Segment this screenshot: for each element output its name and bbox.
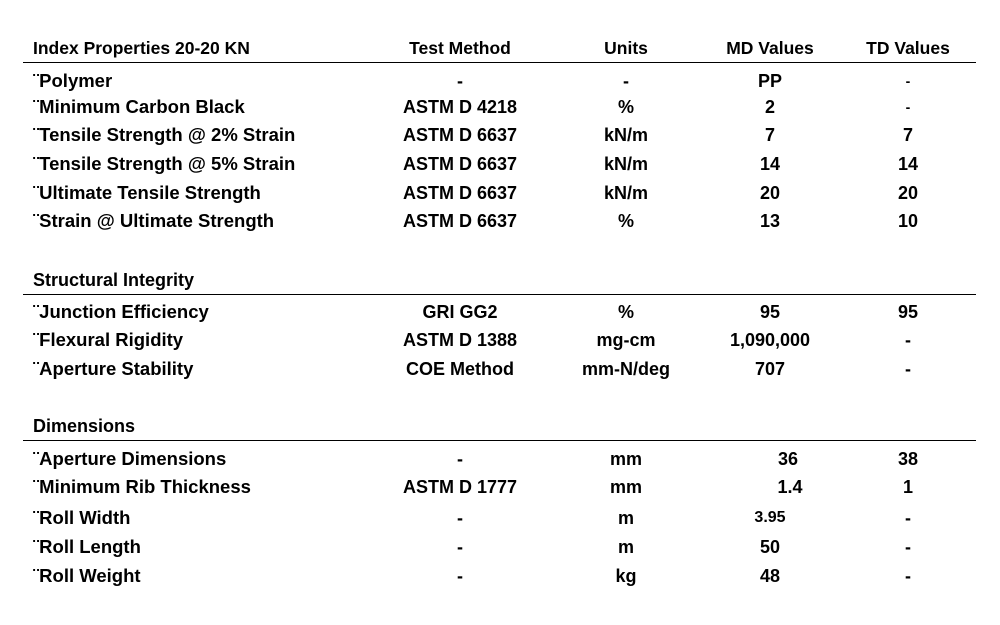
property-name: ¨Roll Length <box>33 536 141 557</box>
units: % <box>617 302 634 322</box>
property-name: ¨Polymer <box>33 70 113 91</box>
property-name: ¨Aperture Stability <box>33 358 194 379</box>
td-value: - <box>905 508 911 528</box>
property-name: ¨Flexural Rigidity <box>33 329 184 350</box>
md-value: 2 <box>764 97 775 117</box>
property-name: ¨Aperture Dimensions <box>33 448 227 469</box>
property-name: ¨Tensile Strength @ 2% Strain <box>33 124 296 145</box>
table-row <box>0 180 1000 206</box>
test-method: ASTM D 4218 <box>402 97 518 117</box>
table-header <box>0 35 1000 61</box>
table-row <box>0 474 1000 500</box>
header-units: Units <box>604 38 648 58</box>
units: mm <box>609 449 642 469</box>
property-name: ¨Ultimate Tensile Strength <box>33 182 261 203</box>
table-row <box>0 94 1000 120</box>
td-value: 20 <box>897 183 919 203</box>
md-value: 20 <box>759 183 781 203</box>
header-divider <box>23 62 976 63</box>
section-divider <box>23 440 976 441</box>
td-value: 38 <box>897 449 919 469</box>
td-value: - <box>905 99 911 115</box>
property-name: ¨Minimum Carbon Black <box>33 96 245 117</box>
td-value: - <box>905 73 911 89</box>
property-name: ¨Minimum Rib Thickness <box>33 476 251 497</box>
property-name: ¨Roll Width <box>33 507 131 528</box>
td-value: - <box>905 566 911 586</box>
td-value: 7 <box>902 125 913 145</box>
td-value: 10 <box>897 211 919 231</box>
units: m <box>617 508 634 528</box>
header-td-values: TD Values <box>866 38 950 58</box>
table-row <box>0 505 1000 531</box>
table-row <box>0 563 1000 589</box>
test-method: - <box>457 71 463 91</box>
md-value: 14 <box>759 154 781 174</box>
table-row <box>0 327 1000 353</box>
header-md-values: MD Values <box>726 38 814 58</box>
section-divider <box>23 294 976 295</box>
td-value: - <box>905 537 911 557</box>
test-method: ASTM D 1777 <box>402 477 518 497</box>
md-value: PP <box>757 71 782 91</box>
property-name: ¨Junction Efficiency <box>33 301 209 322</box>
table-row <box>0 122 1000 148</box>
test-method: GRI GG2 <box>422 302 498 322</box>
property-name: ¨Tensile Strength @ 5% Strain <box>33 153 296 174</box>
md-value: 707 <box>754 359 786 379</box>
md-value: 1,090,000 <box>729 330 811 350</box>
md-value: 7 <box>764 125 775 145</box>
test-method: - <box>457 537 463 557</box>
md-value: 36 <box>777 449 799 469</box>
units: % <box>617 97 634 117</box>
md-value: 48 <box>759 566 781 586</box>
td-value: 95 <box>897 302 919 322</box>
section-title: Structural Integrity <box>33 270 195 290</box>
property-name: ¨Roll Weight <box>33 565 141 586</box>
md-value: 50 <box>759 537 781 557</box>
units: kg <box>615 566 637 586</box>
test-method: - <box>457 566 463 586</box>
header-test-method: Test Method <box>409 38 511 58</box>
td-value: - <box>905 359 911 379</box>
units: mm-N/deg <box>581 359 670 379</box>
test-method: ASTM D 6637 <box>402 183 518 203</box>
table-row <box>0 208 1000 234</box>
md-value: 3.95 <box>754 509 786 526</box>
table-row <box>0 356 1000 382</box>
md-value: 13 <box>759 211 781 231</box>
td-value: 14 <box>897 154 919 174</box>
units: kN/m <box>603 154 648 174</box>
table-row <box>0 534 1000 560</box>
test-method: ASTM D 6637 <box>402 125 518 145</box>
units: m <box>617 537 634 557</box>
table-row <box>0 68 1000 94</box>
section-structural-integrity <box>0 267 1000 293</box>
units: kN/m <box>603 183 648 203</box>
md-value: 1.4 <box>777 477 803 497</box>
section-title: Dimensions <box>33 416 136 436</box>
header-property: Index Properties 20-20 KN <box>33 38 250 58</box>
test-method: - <box>457 508 463 528</box>
table-row <box>0 446 1000 472</box>
units: - <box>623 71 629 91</box>
test-method: ASTM D 6637 <box>402 211 518 231</box>
test-method: COE Method <box>406 359 514 379</box>
test-method: ASTM D 1388 <box>402 330 518 350</box>
section-dimensions <box>0 413 1000 439</box>
property-name: ¨Strain @ Ultimate Strength <box>33 210 275 231</box>
units: kN/m <box>603 125 648 145</box>
test-method: ASTM D 6637 <box>402 154 518 174</box>
table-row <box>0 151 1000 177</box>
td-value: 1 <box>902 477 913 497</box>
md-value: 95 <box>759 302 781 322</box>
td-value: - <box>905 330 911 350</box>
units: % <box>617 211 634 231</box>
test-method: - <box>457 449 463 469</box>
table-row <box>0 299 1000 325</box>
units: mm <box>609 477 642 497</box>
units: mg-cm <box>596 330 656 350</box>
